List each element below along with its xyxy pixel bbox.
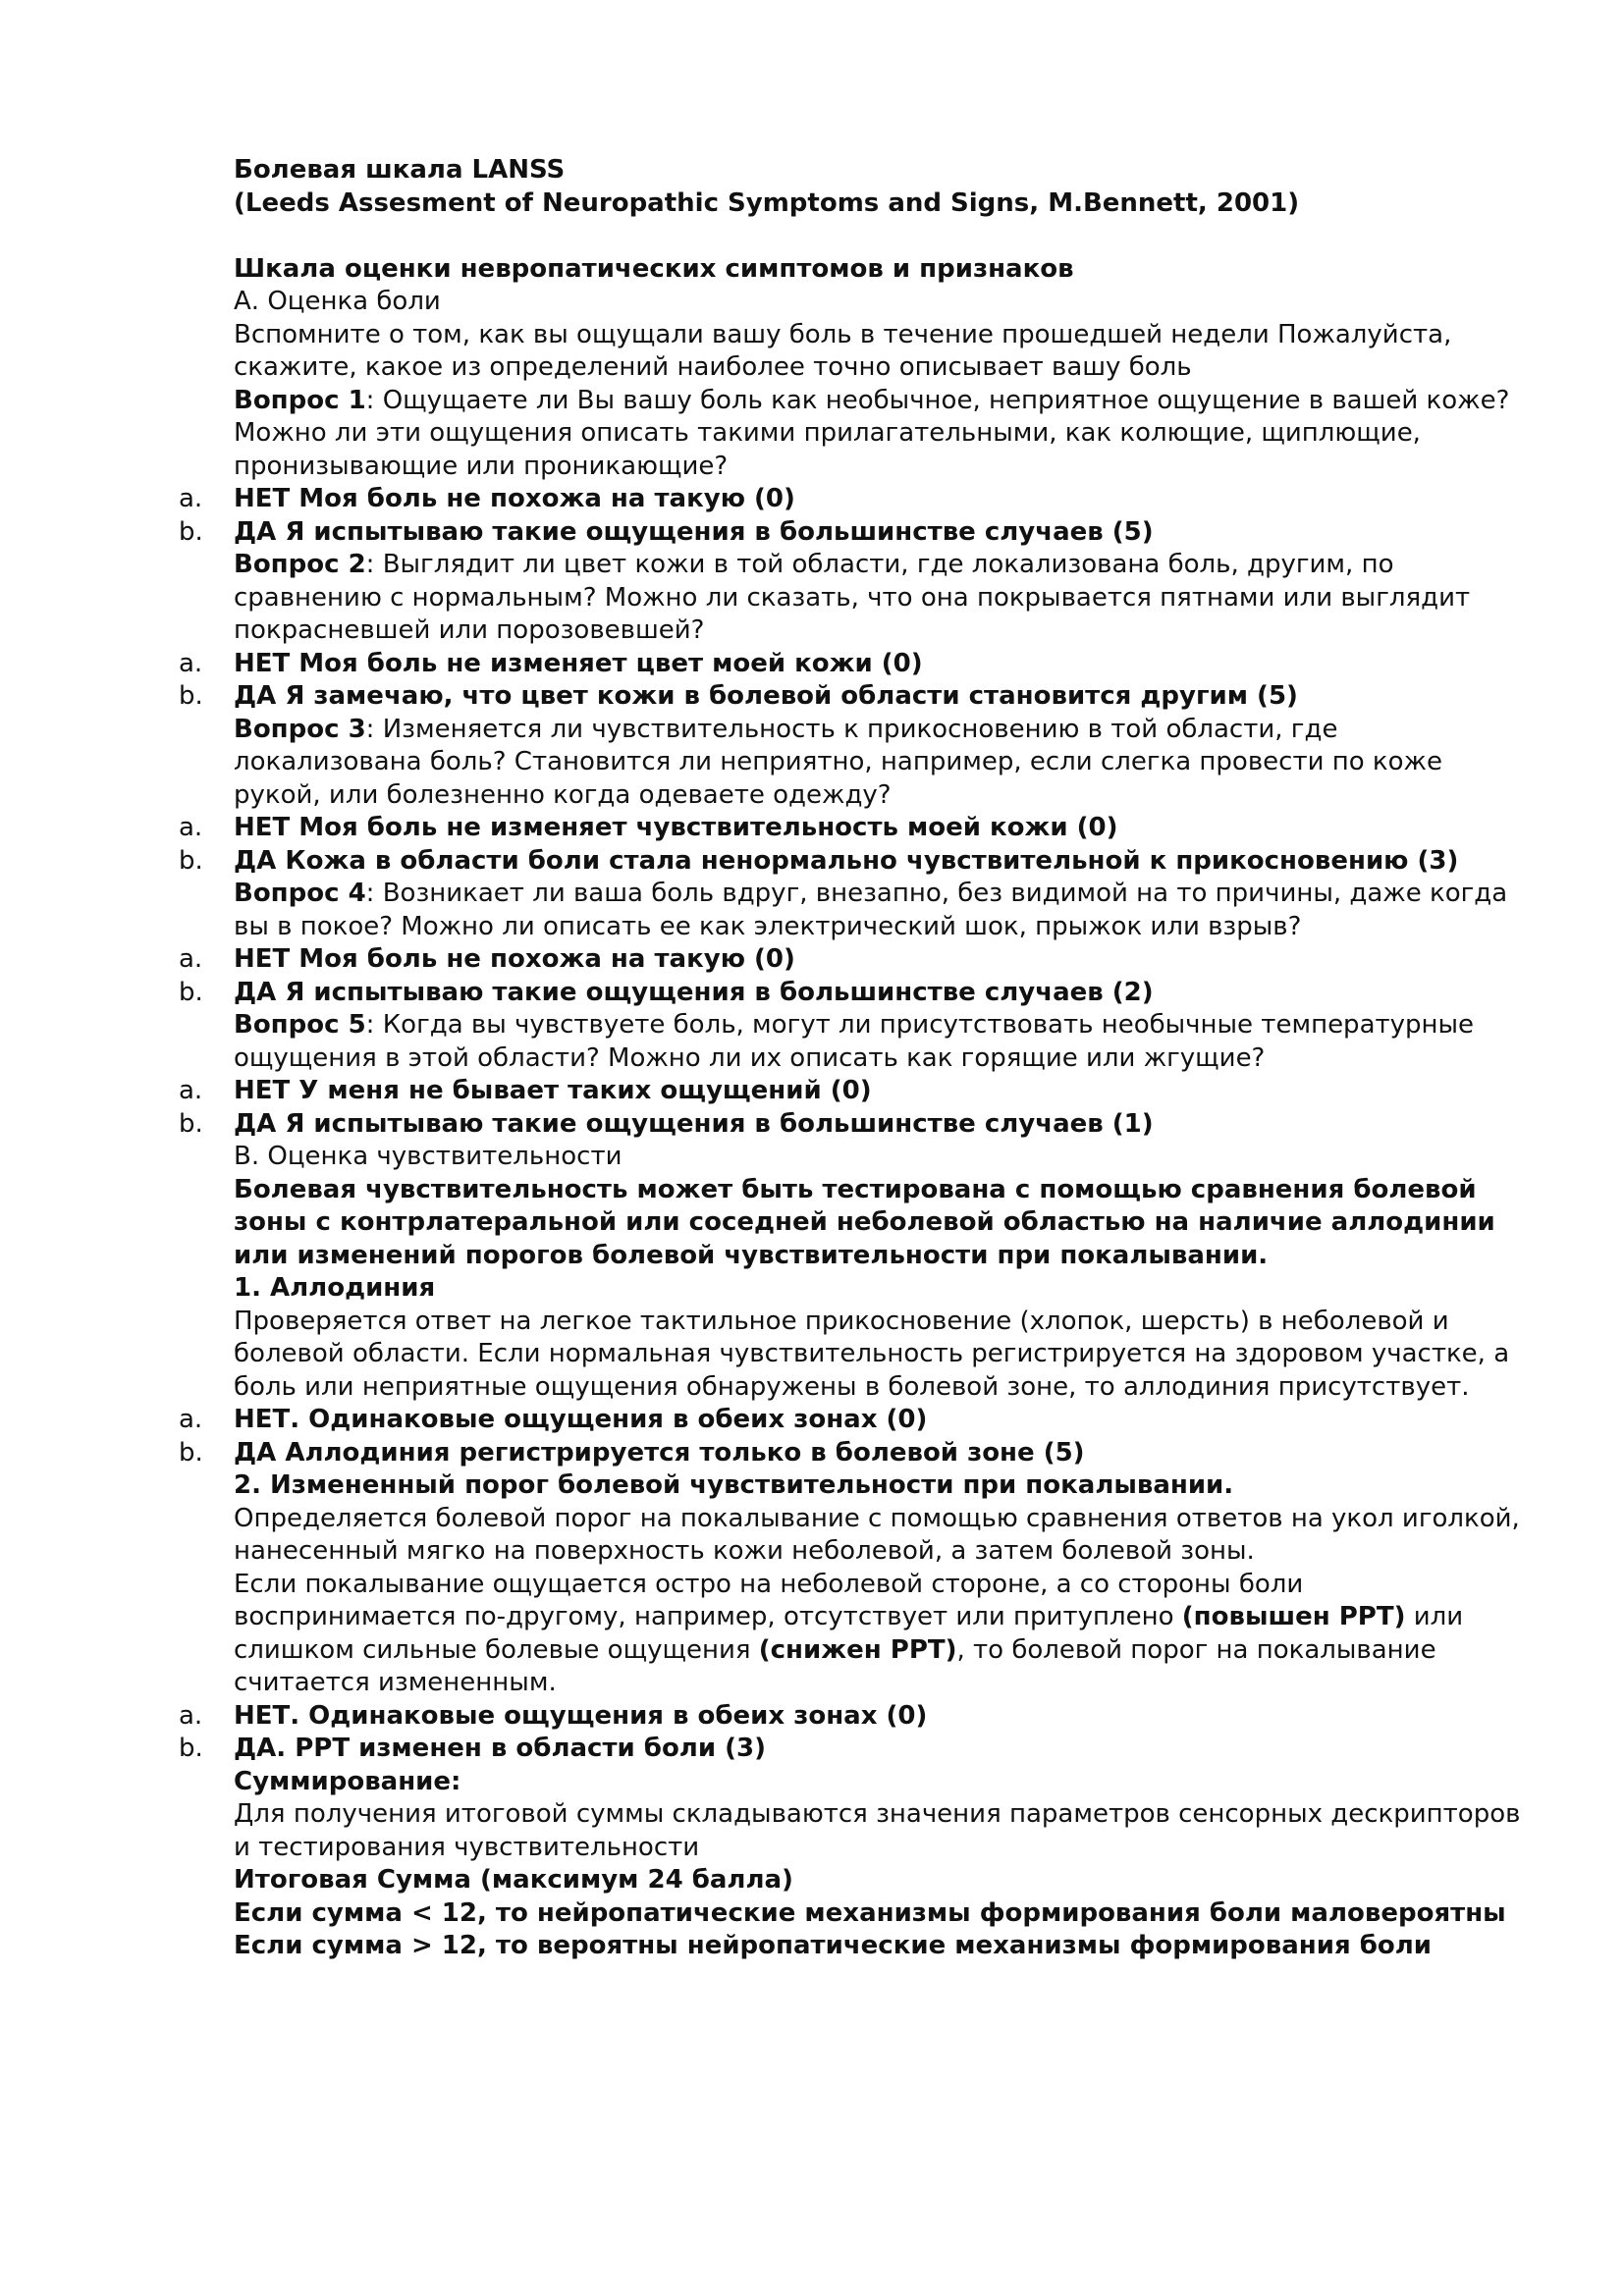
test-1-title: 1. Аллодиния xyxy=(234,1273,436,1303)
question-5 xyxy=(0,1009,1624,1075)
question-label: Вопрос 3 xyxy=(234,714,366,744)
answer-option xyxy=(0,1404,1624,1437)
answer-option xyxy=(0,845,1624,879)
ppt-decreased-label: (снижен PPT) xyxy=(758,1634,957,1665)
text-segment: , то болевой порог на покалывание считается измененным. xyxy=(234,1634,1436,1697)
option-marker: b. xyxy=(179,977,203,1007)
option-text: НЕТ. Одинаковые ощущения в обеих зонах (0) xyxy=(234,1700,928,1731)
option-marker: a. xyxy=(179,648,203,678)
option-text: ДА Аллодиния регистрируется только в болевой зоне (5) xyxy=(234,1437,1085,1468)
question-text: : Выглядит ли цвет кожи в той области, где локализована боль, другим, по сравнению с нормальным? Можно ли сказать, что она покрывается пятнами или выглядит покрасневшей или порозовевшей? xyxy=(234,550,1471,645)
option-marker: b. xyxy=(179,845,203,876)
option-text: ДА Я испытываю такие ощущения в большинстве случаев (1) xyxy=(234,1108,1154,1139)
question-text: : Возникает ли ваша боль вдруг, внезапно, без видимой на то причины, даже когда вы в покое? Можно ли описать ее как электрический шок, прыжок или взрыв? xyxy=(234,879,1508,941)
summary-rule-2: Если сумма > 12, то вероятны нейропатические механизмы формирования боли xyxy=(234,1931,1432,1960)
option-marker: a. xyxy=(179,484,203,513)
option-marker: b. xyxy=(179,681,203,711)
option-marker: a. xyxy=(179,1700,203,1731)
question-text: : Ощущаете ли Вы вашу боль как необычное, неприятное ощущение в вашей коже? Можно ли эти ощущения описать такими прилагательными, как колющие, щиплющие, пронизывающие или проникающие? xyxy=(234,385,1510,481)
text-segment: или слишком сильные болевые ощущения xyxy=(234,1602,1464,1665)
scale-title: Шкала оценки невропатических симптомов и признаков xyxy=(234,253,1074,284)
summary-rule-1: Если сумма < 12, то нейропатические механизмы формирования боли маловероятны xyxy=(234,1897,1506,1928)
option-text: ДА Я испытываю такие ощущения в большинстве случаев (2) xyxy=(234,977,1154,1007)
option-text: ДА Я испытываю такие ощущения в большинстве случаев (5) xyxy=(234,516,1154,547)
answer-option xyxy=(0,648,1624,681)
question-2 xyxy=(0,549,1624,648)
section-b-intro: Болевая чувствительность может быть тестирована с помощью сравнения болевой зоны с контрлатеральной или соседней неболевой областью на наличие аллодинии или изменений порогов болевой чувствительности при покалывании. xyxy=(234,1174,1495,1270)
option-marker: a. xyxy=(179,1076,203,1105)
option-text: НЕТ Моя боль не изменяет цвет моей кожи (0) xyxy=(234,648,923,678)
question-text: : Когда вы чувствуете боль, могут ли присутствовать необычные температурные ощущения в этой области? Можно ли их описать как горящие или жгущие? xyxy=(234,1010,1475,1073)
summary-title: Суммирование: xyxy=(234,1766,461,1796)
title-line-1: Болевая шкала LANSS xyxy=(234,155,566,185)
test-2-title: 2. Измененный порог болевой чувствительности при покалывании. xyxy=(234,1470,1234,1500)
option-text: ДА. PPT изменен в области боли (3) xyxy=(234,1734,766,1763)
spacer xyxy=(0,220,1624,253)
option-text: ДА Я замечаю, что цвет кожи в болевой области становится другим (5) xyxy=(234,681,1298,711)
question-label: Вопрос 4 xyxy=(234,879,366,908)
option-text: НЕТ Моя боль не похожа на такую (0) xyxy=(234,484,795,513)
ppt-increased-label: (повышен PPT) xyxy=(1181,1602,1406,1631)
question-text: : Изменяется ли чувствительность к прикосновению в той области, где локализована боль? Становится ли неприятно, например, если слегка провести по коже рукой, или болезненно когда одеваете одежду? xyxy=(234,714,1442,810)
question-label: Вопрос 2 xyxy=(234,550,366,579)
text-segment: Если покалывание ощущается остро на неболевой стороне, а со стороны боли воспринимается по-другому, например, отсутствует или притуплено xyxy=(234,1569,1304,1631)
option-text: НЕТ. Одинаковые ощущения в обеих зонах (0) xyxy=(234,1405,928,1434)
test-2-text-1: Определяется болевой порог на покалывание с помощью сравнения ответов на укол иголкой, нанесенный мягко на поверхность кожи неболевой, а затем болевой зоны. xyxy=(234,1503,1520,1566)
answer-option xyxy=(0,516,1624,550)
answer-option xyxy=(0,1075,1624,1108)
answer-option xyxy=(0,1700,1624,1734)
section-a-heading: А. Оценка боли xyxy=(234,287,441,316)
answer-option xyxy=(0,483,1624,516)
summary-text: Для получения итоговой суммы складываются значения параметров сенсорных дескрипторов и тестирования чувствительности xyxy=(234,1799,1521,1862)
answer-option xyxy=(0,680,1624,714)
answer-option xyxy=(0,977,1624,1010)
option-text: ДА Кожа в области боли стала ненормально чувствительной к прикосновению (3) xyxy=(234,845,1459,876)
answer-option xyxy=(0,812,1624,845)
section-a-intro: Вспомните о том, как вы ощущали вашу боль в течение прошедшей недели Пожалуйста, скажите, какое из определений наиболее точно описывает вашу боль xyxy=(234,319,1452,382)
summary-total: Итоговая Сумма (максимум 24 балла) xyxy=(234,1865,793,1895)
document-title xyxy=(0,154,1624,220)
question-label: Вопрос 5 xyxy=(234,1010,366,1040)
question-3 xyxy=(0,714,1624,813)
answer-option xyxy=(0,1108,1624,1142)
option-text: НЕТ Моя боль не похожа на такую (0) xyxy=(234,944,795,974)
option-marker: b. xyxy=(179,516,203,547)
option-text: НЕТ Моя боль не изменяет чувствительность моей кожи (0) xyxy=(234,813,1118,842)
answer-option xyxy=(0,1437,1624,1470)
test-2-text-2 xyxy=(0,1569,1624,1700)
option-marker: b. xyxy=(179,1108,203,1139)
option-marker: b. xyxy=(179,1437,203,1468)
option-marker: a. xyxy=(179,1405,203,1434)
question-4 xyxy=(0,878,1624,943)
option-marker: a. xyxy=(179,944,203,974)
test-1-text: Проверяется ответ на легкое тактильное прикосновение (хлопок, шерсть) в неболевой и болевой области. Если нормальная чувствительность регистрируется на здоровом участке, а боль или неприятные ощущения обнаружены в болевой зоне, то аллодиния присутствует. xyxy=(234,1306,1510,1402)
option-marker: b. xyxy=(179,1734,203,1763)
question-1 xyxy=(0,385,1624,484)
answer-option xyxy=(0,943,1624,977)
title-line-2: (Leeds Assesment of Neuropathic Symptoms and Signs, M.Bennett, 2001) xyxy=(234,187,1300,218)
section-b-heading: В. Оценка чувствительности xyxy=(234,1142,623,1171)
question-label: Вопрос 1 xyxy=(234,385,366,415)
option-text: НЕТ У меня не бывает таких ощущений (0) xyxy=(234,1076,872,1105)
option-marker: a. xyxy=(179,813,203,842)
answer-option xyxy=(0,1733,1624,1766)
